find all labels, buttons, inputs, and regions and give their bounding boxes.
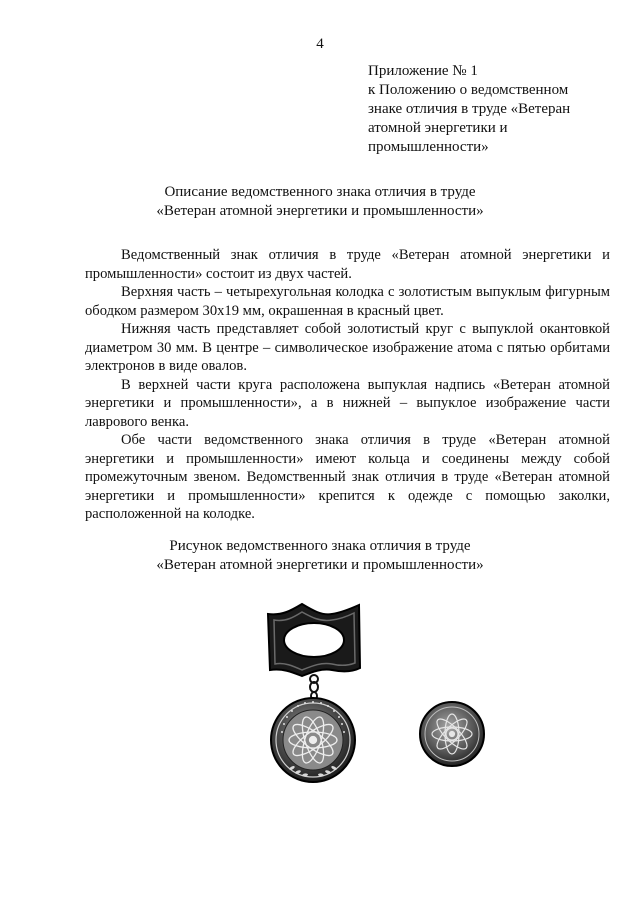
appendix-line: к Положению о ведомственном bbox=[368, 82, 569, 98]
paragraph: Верхняя часть – четырехугольная колодка с золотистым выпуклым фигурным ободком размером 30х19 мм, окрашенная в красный цвет. bbox=[85, 284, 610, 319]
appendix-line: Приложение № 1 bbox=[368, 63, 478, 79]
ribbon-oval bbox=[284, 623, 344, 657]
paragraph: Ведомственный знак отличия в труде «Ветеран атомной энергетики и промышленности» состоит из двух частей. bbox=[85, 247, 610, 282]
medal bbox=[271, 698, 355, 782]
connector-rings bbox=[310, 675, 318, 700]
appendix-line: промышленности» bbox=[368, 139, 489, 155]
description-title-line: «Ветеран атомной энергетики и промышленности» bbox=[156, 203, 484, 219]
appendix-header bbox=[368, 62, 618, 157]
paragraph: Обе части ведомственного знака отличия в труде «Ветеран атомной энергетики и промышленности» имеют кольца и соединены между собой промежуточным звеном. Ведомственный знак отличия в труде «Ветеран атомной энергетики и промышленности» крепится к одежде с помощью заколки, расположенной на колодке. bbox=[85, 432, 610, 522]
badge-illustration bbox=[0, 600, 640, 820]
paragraph: В верхней части круга расположена выпуклая надпись «Ветеран атомной энергетики и промышленности», а в нижней – выпуклое изображение части лаврового венка. bbox=[85, 376, 610, 430]
figure-title-line: «Ветеран атомной энергетики и промышленности» bbox=[156, 557, 484, 573]
paragraph: Нижняя часть представляет собой золотистый круг с выпуклой окантовкой диаметром 30 мм. В центре – символическое изображение атома с пятью орбитами электронов в виде овалов. bbox=[85, 321, 610, 374]
figure-title-line: Рисунок ведомственного знака отличия в труде bbox=[169, 538, 471, 554]
badge-figure bbox=[0, 600, 640, 820]
appendix-line: знаке отличия в труде «Ветеран bbox=[368, 101, 571, 117]
description-title bbox=[0, 183, 640, 221]
description-body bbox=[85, 246, 610, 524]
ribbon-bar bbox=[268, 604, 360, 676]
figure-title bbox=[0, 537, 640, 575]
rosette-pin bbox=[420, 702, 484, 766]
appendix-line: атомной энергетики и bbox=[368, 120, 508, 136]
description-title-line: Описание ведомственного знака отличия в труде bbox=[164, 184, 476, 200]
page-number: 4 bbox=[316, 36, 324, 52]
